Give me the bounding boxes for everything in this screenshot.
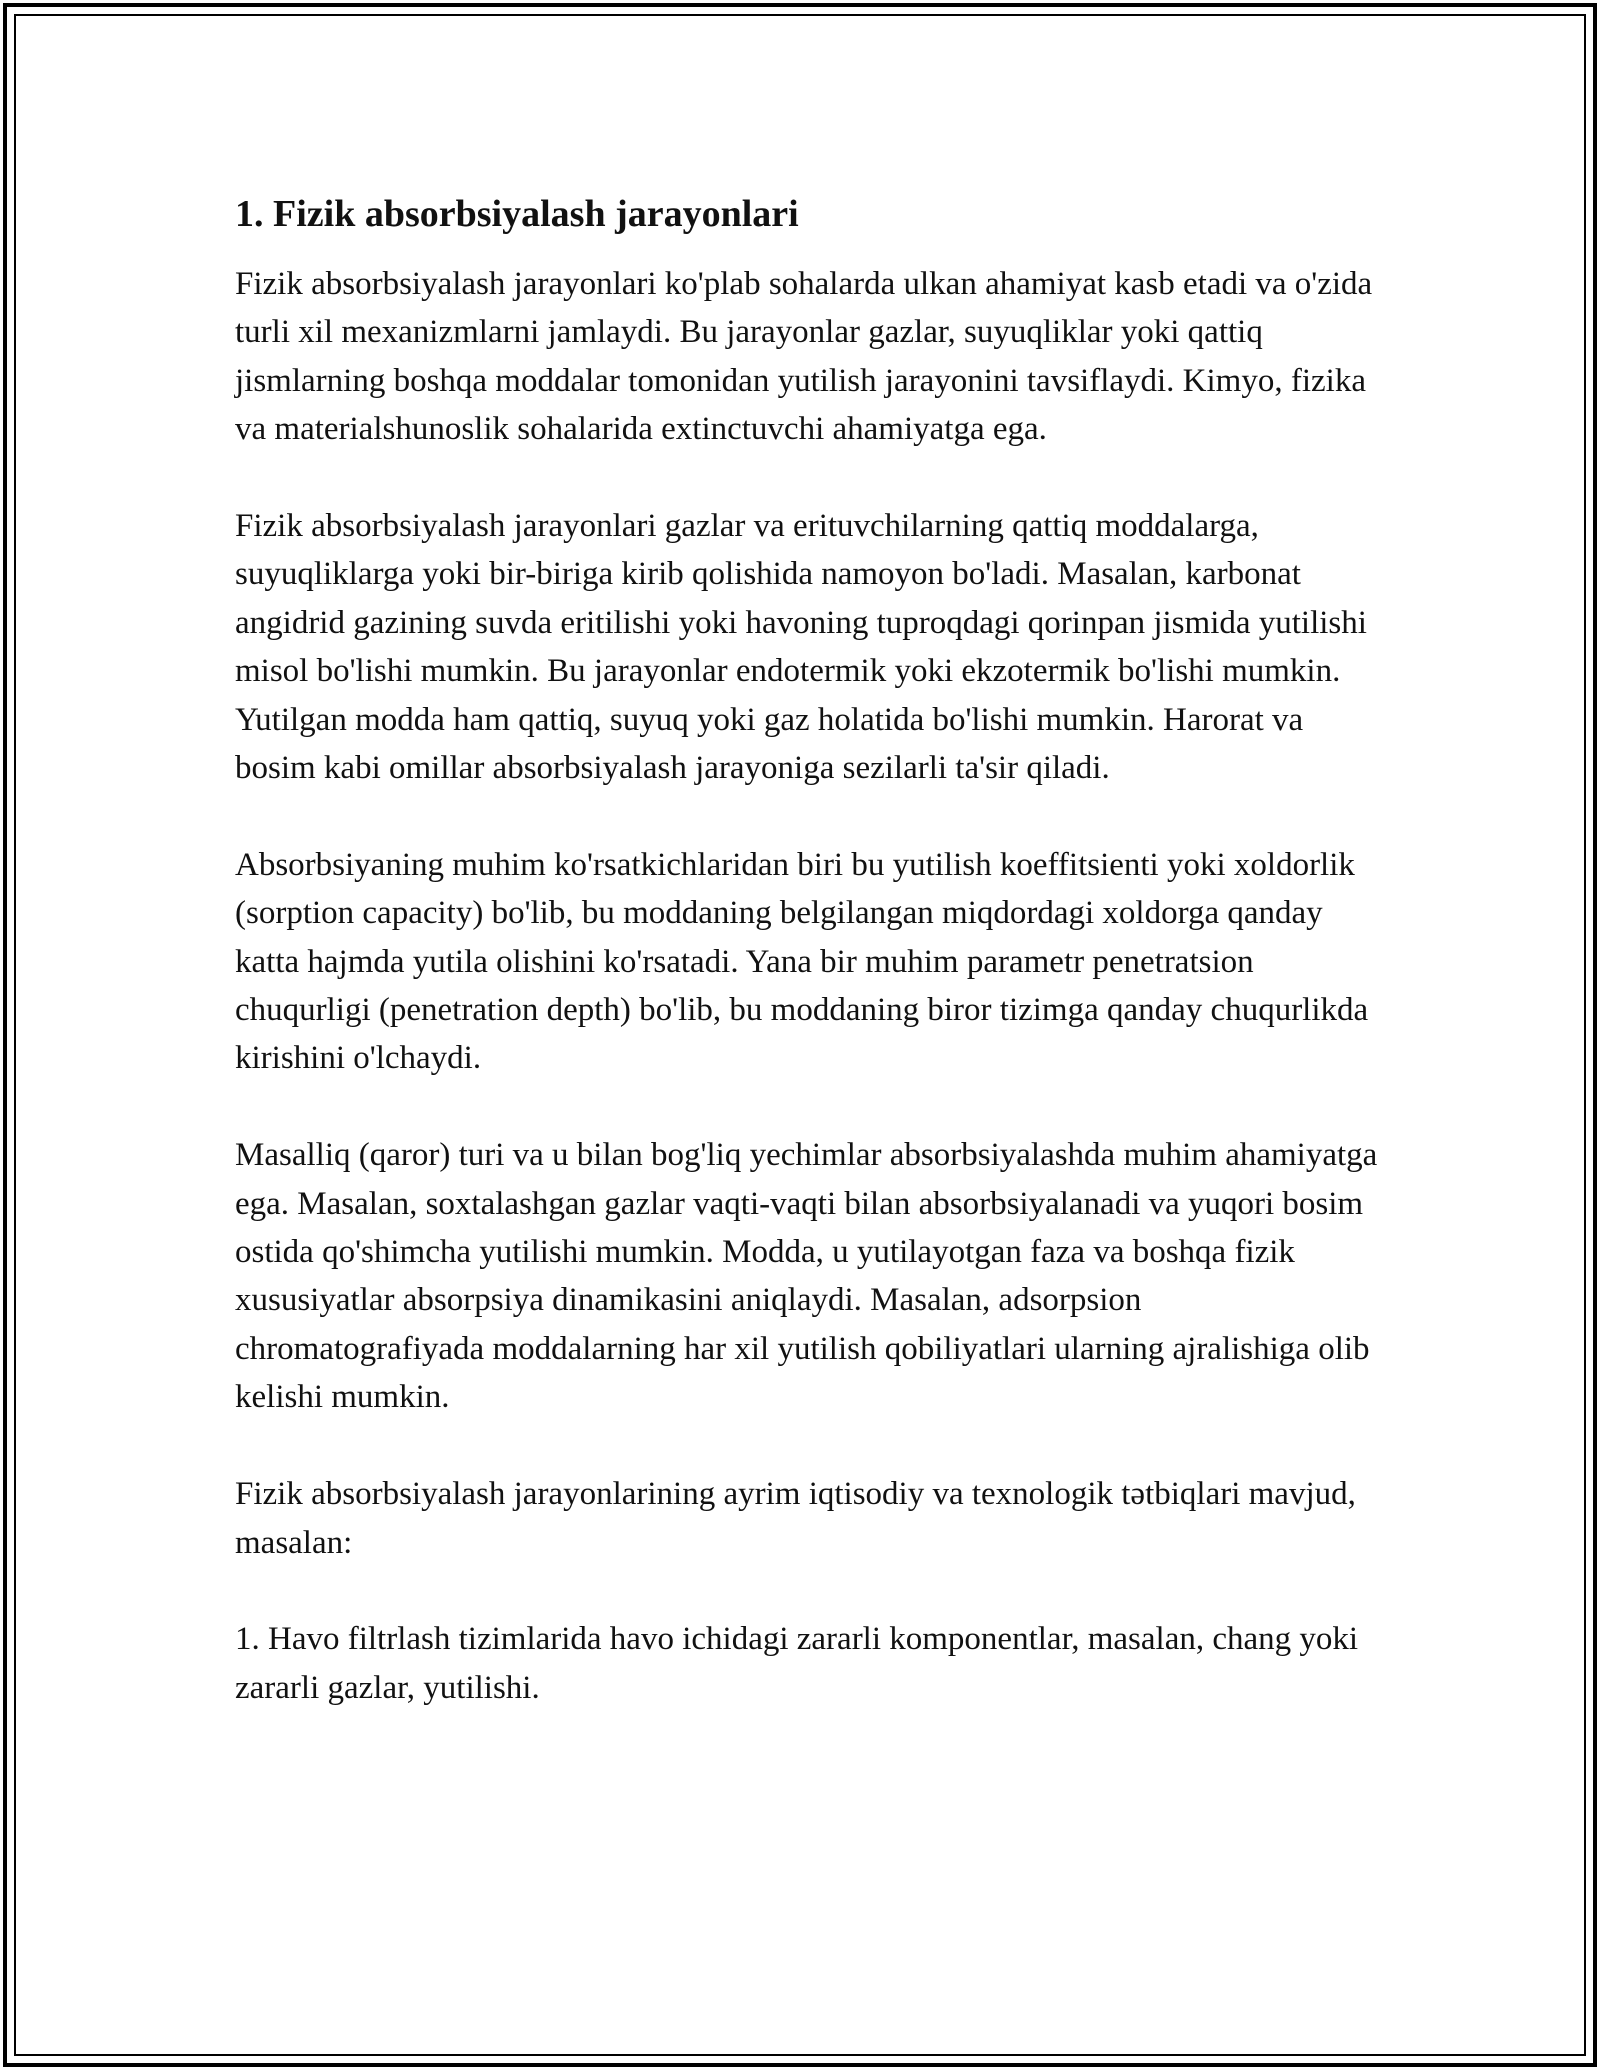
document-body (235, 186, 1385, 1761)
paragraph-dynamics: Masalliq (qaror) turi va u bilan bog'liq yechimlar absorbsiyalashda muhim ahamiyatga ega. Masalan, soxtalashgan gazlar vaqti-vaqti bilan absorbsiyalanadi va yuqori bosim ostida qo'shimcha yutilishi mumkin. Modda, u yutilayotgan faza va boshqa fizik xususiyatlar absorpsiya dinamikasini aniqlaydi. Masalan, adsorpsion chromatografiyada moddalarning har xil yutilish qobiliyatlari ularning ajralishiga olib kelishi mumkin. (235, 1137, 1378, 1416)
paragraph-parameters: Absorbsiyaning muhim ko'rsatkichlaridan biri bu yutilish koeffitsienti yoki xoldorlik (sorption capacity) bo'lib, bu moddaning belgilangan miqdordagi xoldorga qanday katta hajmda yutila olishini ko'rsatadi. Yana bir muhim parametr penetratsion chuqurligi (penetration depth) bo'lib, bu moddaning biror tizimga qanday chuqurlikda kirishini o'lchaydi. (235, 846, 1369, 1077)
section-heading: 1. Fizik absorbsiyalash jarayonlari (235, 193, 799, 235)
paragraph-mechanisms: Fizik absorbsiyalash jarayonlari gazlar va erituvchilarning qattiq moddalarga, suyuqliklarga yoki bir-biriga kirib qolishida namoyon bo'ladi. Masalan, karbonat angidrid gazining suvda eritilishi yoki havoning tuproqdagi qorinpan jismida yutilishi misol bo'lishi mumkin. Bu jarayonlar endotermik yoki ekzotermik bo'lishi mumkin. Yutilgan modda ham qattiq, suyuq yoki gaz holatida bo'lishi mumkin. Harorat va bosim kabi omillar absorbsiyalash jarayoniga sezilarli ta'sir qiladi. (235, 508, 1367, 787)
paragraph-applications-intro: Fizik absorbsiyalash jarayonlarining ayrim iqtisodiy va texnologik tətbiqlari mavjud, masalan: (235, 1476, 1356, 1561)
paragraph-intro: Fizik absorbsiyalash jarayonlari ko'plab sohalarda ulkan ahamiyat kasb etadi va o'zida turli xil mexanizmlarni jamlaydi. Bu jarayonlar gazlar, suyuqliklar yoki qattiq jismlarning boshqa moddalar tomonidan yutilish jarayonini tavsiflaydi. Kimyo, fizika va materialshunoslik sohalarida extinctuvchi ahamiyatga ega. (235, 266, 1373, 448)
list-item-1: 1. Havo filtrlash tizimlarida havo ichidagi zararli komponentlar, masalan, chang yoki zararli gazlar, yutilishi. (235, 1621, 1359, 1706)
